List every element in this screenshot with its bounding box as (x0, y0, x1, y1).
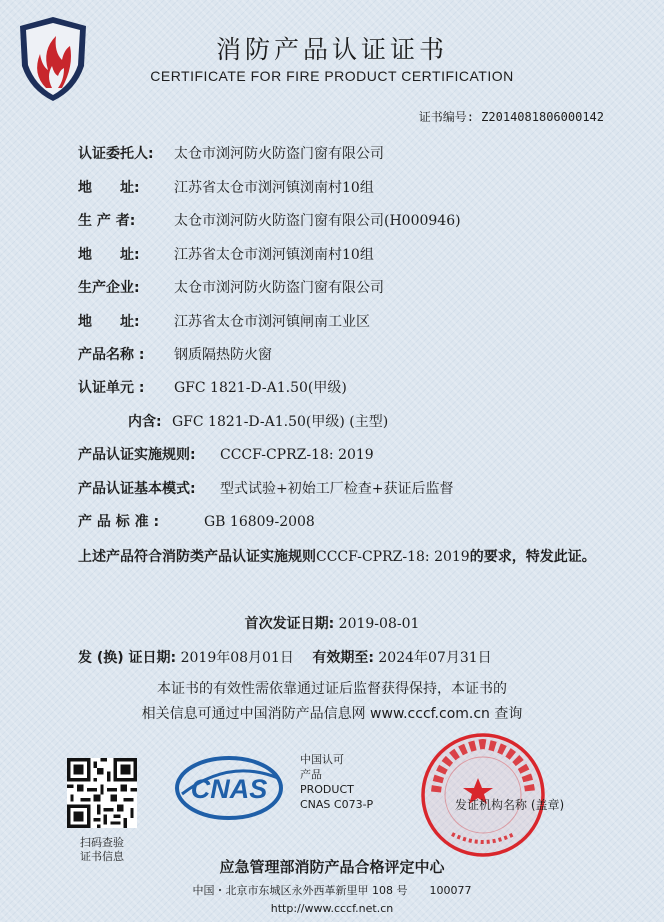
statement-pre: 上述产品符合消防类产品认证实施规则 (78, 549, 316, 565)
field-value: GFC 1821-D-A1.50(甲级) (174, 380, 347, 396)
compliance-statement (78, 542, 618, 572)
field-value: 江苏省太仓市浏河镇浏南村10组 (174, 247, 374, 263)
cnas-line3: PRODUCT (300, 783, 354, 796)
cnas-line1: 中国认可 (300, 753, 344, 766)
issue-date-value: 2019年08月01日 (180, 650, 294, 666)
field-product-name (78, 344, 272, 364)
certificate-title-cn: 消防产品认证证书 (215, 35, 448, 64)
field-manufacturer (78, 210, 461, 230)
field-value: 太仓市浏河防火防盗门窗有限公司(H000946) (174, 213, 461, 229)
field-certification-unit (78, 377, 347, 397)
qr-caption-line2: 证书信息 (80, 850, 124, 863)
validity-note-line2: 相关信息可通过中国消防产品信息网 www.cccf.com.cn 查询 (141, 706, 523, 722)
first-issue-label: 首次发证日期: (244, 616, 335, 632)
expiry-date-value: 2024年07月31日 (378, 650, 492, 666)
field-certification-mode (78, 478, 453, 498)
field-product-standard (78, 511, 315, 531)
field-implementation-rule (78, 444, 374, 464)
field-applicant-address (78, 177, 374, 197)
field-value: 太仓市浏河防火防盗门窗有限公司 (174, 146, 384, 162)
validity-note-line1: 本证书的有效性需依靠通过证后监督获得保持，本证书的 (157, 681, 507, 697)
field-applicant (78, 143, 384, 163)
field-factory-address (78, 311, 370, 331)
organization-address: 中国・北京市东城区永外西革新里甲 108 号 100077 (192, 884, 472, 897)
cnas-line4: CNAS C073-P (300, 798, 374, 811)
field-label: 地 址: (78, 180, 140, 196)
certificate-number: 证书编号: Z2014081806000142 (418, 110, 604, 124)
first-issue-value: 2019-08-01 (338, 616, 420, 632)
field-value: GB 16809-2008 (204, 514, 315, 530)
field-value: 江苏省太仓市浏河镇浏南村10组 (174, 180, 374, 196)
field-label: 产品名称 : (78, 347, 145, 363)
field-value: 型式试验+初始工厂检查+获证后监督 (220, 481, 454, 497)
field-value: 太仓市浏河防火防盗门窗有限公司 (174, 280, 384, 296)
field-value: GFC 1821-D-A1.50(甲级) (主型) (172, 414, 389, 430)
seal-issuer-note: 发证机构名称 (盖章) (455, 798, 565, 812)
cnas-accreditation-text (300, 752, 373, 812)
field-label: 生 产 者: (78, 213, 136, 229)
official-seal-stamp (418, 730, 548, 860)
issue-date-label: 发 (换) 证日期: (78, 650, 177, 666)
issuing-organization: 应急管理部消防产品合格评定中心 (219, 858, 445, 876)
qr-code[interactable] (67, 758, 137, 828)
first-issue-date (0, 613, 664, 633)
field-label: 地 址: (78, 247, 140, 263)
expiry-date-label: 有效期至: (312, 650, 374, 666)
field-value: 江苏省太仓市浏河镇闸南工业区 (174, 314, 370, 330)
statement-post: 的要求，特发此证。 (469, 549, 596, 565)
field-label: 生产企业: (78, 280, 140, 296)
qr-caption-line1: 扫码查验 (80, 836, 124, 849)
field-manufacturer-address (78, 244, 374, 264)
field-label: 内含: (128, 414, 162, 430)
organization-website[interactable]: http://www.cccf.net.cn (270, 902, 394, 915)
field-includes (128, 411, 388, 431)
validity-dates (78, 647, 492, 667)
field-factory (78, 277, 384, 297)
cnas-logo-text: CNAS (190, 774, 268, 804)
field-label: 认证委托人: (78, 146, 154, 162)
field-value: 钢质隔热防火窗 (174, 347, 272, 363)
field-label: 地 址: (78, 314, 140, 330)
field-label: 认证单元 : (78, 380, 145, 396)
statement-rule: CCCF-CPRZ-18: 2019 (316, 549, 470, 565)
field-label: 产品认证实施规则: (78, 447, 196, 463)
cnas-line2: 产品 (300, 768, 322, 781)
cnas-accreditation-logo (174, 752, 284, 824)
field-value: CCCF-CPRZ-18: 2019 (220, 447, 374, 463)
certificate-title-en: CERTIFICATE FOR FIRE PRODUCT CERTIFICATION (150, 68, 514, 84)
field-label: 产 品 标 准 : (78, 514, 160, 530)
field-label: 产品认证基本模式: (78, 481, 196, 497)
